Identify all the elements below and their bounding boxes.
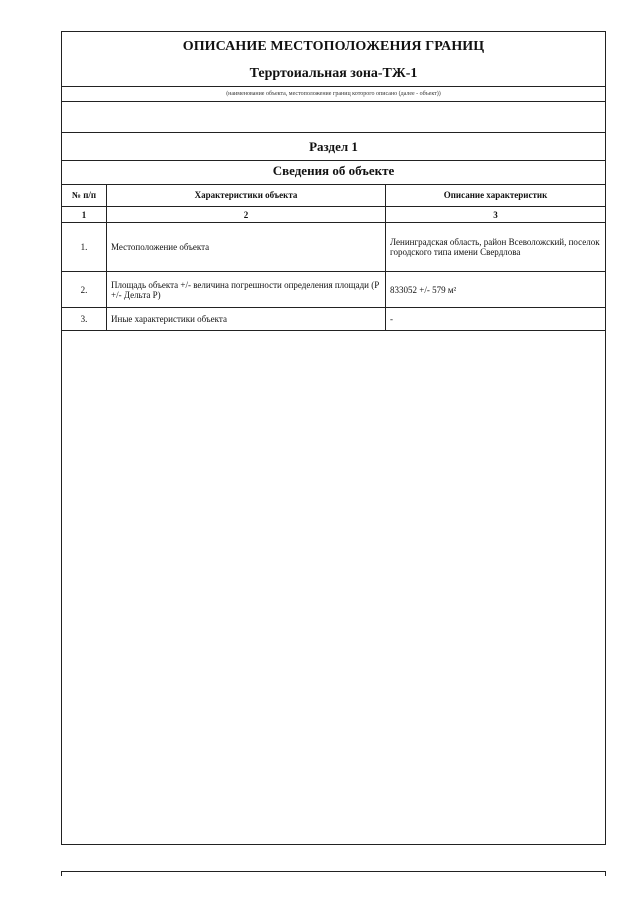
header-characteristics: Характеристики объекта [107, 184, 386, 207]
table-row [62, 223, 605, 272]
next-page-edge [61, 871, 606, 872]
column-number-row [62, 207, 605, 223]
row-characteristic: Площадь объекта +/- величина погрешности определения площади (P +/- Дельта P) [107, 272, 386, 308]
row-description: Ленинградская область, район Всеволожский, поселок городского типа имени Свердлова [386, 223, 606, 272]
column-number: 1 [62, 207, 107, 223]
row-description: 833052 +/- 579 м² [386, 272, 606, 308]
row-characteristic: Местоположение объекта [107, 223, 386, 272]
section-heading: Раздел 1 [62, 133, 605, 161]
subsection-heading: Сведения об объекте [62, 160, 605, 185]
row-number: 2. [62, 272, 107, 308]
object-caption: (наименование объекта, местоположение границ которого описано (далее - объект)) [62, 87, 605, 102]
header-number: № п/п [62, 184, 107, 207]
title-block [62, 32, 605, 90]
zone-name: Терртоиальная зона-ТЖ-1 [249, 66, 418, 81]
row-characteristic: Иные характеристики объекта [107, 308, 386, 331]
next-page-edge-left [61, 871, 62, 876]
table-row [62, 308, 605, 331]
header-description: Описание характеристик [386, 184, 606, 207]
document-title: ОПИСАНИЕ МЕСТОПОЛОЖЕНИЯ ГРАНИЦ [182, 39, 485, 54]
table-row [62, 272, 605, 308]
document-frame [61, 31, 606, 845]
table-header-row [62, 184, 605, 207]
column-number: 3 [386, 207, 606, 223]
row-number: 1. [62, 223, 107, 272]
object-info-table [62, 184, 605, 331]
next-page-edge-right [605, 871, 606, 876]
row-number: 3. [62, 308, 107, 331]
column-number: 2 [107, 207, 386, 223]
row-description: - [386, 308, 606, 331]
